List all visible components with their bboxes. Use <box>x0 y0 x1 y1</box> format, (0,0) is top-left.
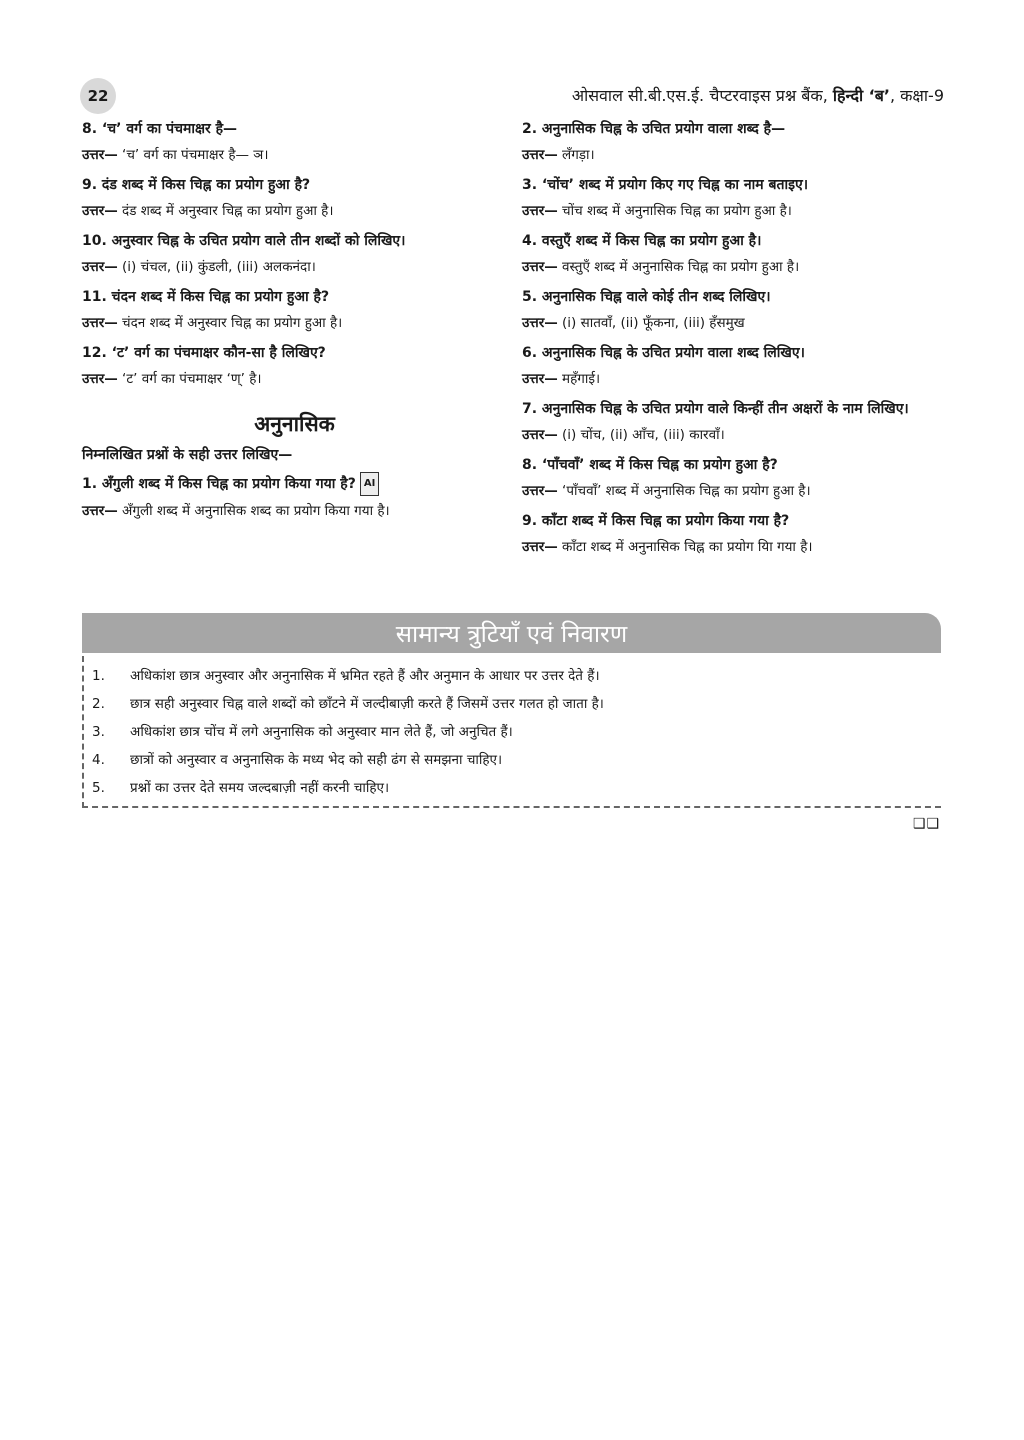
answer-label: उत्तर— <box>522 315 558 331</box>
ai-badge-icon: AI <box>360 472 379 496</box>
question: 8. ‘पाँचवाँ’ शब्द में किस चिह्न का प्रयोग हुआ है? <box>522 457 778 473</box>
end-mark-icon: ❑❑ <box>912 816 940 832</box>
item-number: 1. <box>92 668 105 684</box>
question: 7. अनुनासिक चिह्न के उचित प्रयोग वाले किन्हीं तीन अक्षरों के नाम लिखिए। <box>522 401 909 417</box>
answer <box>522 312 942 334</box>
item-text: अधिकांश छात्र अनुस्वार और अनुनासिक में भ्रमित रहते हैं और अनुमान के आधार पर उत्तर देते हैं। <box>130 668 600 684</box>
left-column <box>82 118 507 530</box>
list-item <box>84 718 941 746</box>
question: 5. अनुनासिक चिह्न वाले कोई तीन शब्द लिखिए। <box>522 289 771 305</box>
item-number: 3. <box>92 724 105 740</box>
answer-label: उत्तर— <box>522 259 558 275</box>
question: 11. चंदन शब्द में किस चिह्न का प्रयोग हुआ है? <box>82 289 330 305</box>
answer <box>82 256 507 278</box>
item-number: 2. <box>92 696 105 712</box>
question: 9. काँटा शब्द में किस चिह्न का प्रयोग किया गया है? <box>522 513 790 529</box>
qa-item <box>82 174 507 222</box>
answer-label: उत्तर— <box>82 315 118 331</box>
answer-label: उत्तर— <box>522 203 558 219</box>
answer-text: (i) चोंच, (ii) आँच, (iii) कारवाँ। <box>557 427 725 443</box>
qa-item <box>522 342 942 390</box>
question: 6. अनुनासिक चिह्न के उचित प्रयोग वाला शब्द लिखिए। <box>522 345 805 361</box>
answer <box>82 200 507 222</box>
question: 12. ‘ट’ वर्ग का पंचमाक्षर कौन-सा है लिखिए? <box>82 345 326 361</box>
list-item <box>84 774 941 802</box>
answer-text: ‘ट’ वर्ग का पंचमाक्षर ‘ण्’ है। <box>117 371 262 387</box>
qa-item <box>522 454 942 502</box>
qa-item <box>82 472 507 522</box>
question-text: 1. अँगुली शब्द में किस चिह्न का प्रयोग किया गया है? <box>82 476 356 492</box>
answer-text: वस्तुएँ शब्द में अनुनासिक चिह्न का प्रयोग हुआ है। <box>557 259 800 275</box>
list-item <box>84 662 941 690</box>
answer-text: (i) चंचल, (ii) कुंडली, (iii) अलकनंदा। <box>117 259 316 275</box>
answer <box>522 368 942 390</box>
header-suffix: , कक्षा-9 <box>889 86 944 105</box>
qa-item <box>522 174 942 222</box>
section-title: अनुनासिक <box>254 412 335 436</box>
qa-item <box>522 510 942 558</box>
question: 9. दंड शब्द में किस चिह्न का प्रयोग हुआ है? <box>82 177 311 193</box>
answer-label: उत्तर— <box>82 503 118 519</box>
qa-item <box>522 286 942 334</box>
running-header <box>572 84 944 106</box>
answer-label: उत्तर— <box>82 259 118 275</box>
errors-banner <box>82 613 941 653</box>
list-item <box>84 746 941 774</box>
answer-label: उत्तर— <box>522 539 558 555</box>
item-number: 4. <box>92 752 105 768</box>
answer-text: काँटा शब्द में अनुनासिक चिह्न का प्रयोग यिा गया है। <box>557 539 813 555</box>
header-subject: हिन्दी ‘ब’ <box>832 86 890 105</box>
question: 2. अनुनासिक चिह्न के उचित प्रयोग वाला शब्द है— <box>522 121 786 137</box>
page-number: 22 <box>80 78 116 114</box>
header-prefix: ओसवाल सी.बी.एस.ई. चैप्टरवाइस प्रश्न बैंक, <box>571 86 833 105</box>
list-item <box>84 690 941 718</box>
answer-label: उत्तर— <box>82 147 118 163</box>
qa-item <box>82 230 507 278</box>
banner-title: सामान्य त्रुटियाँ एवं निवारण <box>395 619 628 648</box>
question: 10. अनुस्वार चिह्न के उचित प्रयोग वाले तीन शब्दों को लिखिए। <box>82 233 406 249</box>
answer <box>522 200 942 222</box>
question: 3. ‘चोंच’ शब्द में प्रयोग किए गए चिह्न का नाम बताइए। <box>522 177 809 193</box>
qa-item <box>522 398 942 446</box>
answer <box>82 312 507 334</box>
instruction: निम्नलिखित प्रश्नों के सही उत्तर लिखिए— <box>82 447 293 463</box>
qa-item <box>82 342 507 390</box>
right-column <box>522 118 942 566</box>
question: 4. वस्तुएँ शब्द में किस चिह्न का प्रयोग हुआ है। <box>522 233 762 249</box>
item-text: छात्रों को अनुस्वार व अनुनासिक के मध्य भेद को सही ढंग से समझना चाहिए। <box>130 752 503 768</box>
answer <box>522 256 942 278</box>
answer-text: चंदन शब्द में अनुस्वार चिह्न का प्रयोग हुआ है। <box>117 315 343 331</box>
qa-item <box>82 286 507 334</box>
answer <box>82 368 507 390</box>
qa-item <box>82 118 507 166</box>
answer <box>82 500 507 522</box>
answer-text: ‘च’ वर्ग का पंचमाक्षर है— ञ। <box>117 147 269 163</box>
item-text: अधिकांश छात्र चोंच में लगे अनुनासिक को अनुस्वार मान लेते हैं, जो अनुचित हैं। <box>130 724 513 740</box>
answer <box>82 144 507 166</box>
question: 8. ‘च’ वर्ग का पंचमाक्षर है— <box>82 121 238 137</box>
answer-label: उत्तर— <box>522 147 558 163</box>
answer-text: चोंच शब्द में अनुनासिक चिह्न का प्रयोग हुआ है। <box>557 203 792 219</box>
question <box>82 472 507 496</box>
answer-text: ‘पाँचवाँ’ शब्द में अनुनासिक चिह्न का प्रयोग हुआ है। <box>557 483 811 499</box>
answer-label: उत्तर— <box>82 203 118 219</box>
answer-text: अँगुली शब्द में अनुनासिक शब्द का प्रयोग किया गया है। <box>117 503 390 519</box>
answer-label: उत्तर— <box>522 483 558 499</box>
answer-text: दंड शब्द में अनुस्वार चिह्न का प्रयोग हुआ है। <box>117 203 334 219</box>
item-text: छात्र सही अनुस्वार चिह्न वाले शब्दों को छाँटने में जल्दीबाज़ी करते हैं जिसमें उत्तर गलत हो जाता है। <box>130 696 604 712</box>
answer <box>522 536 942 558</box>
answer-label: उत्तर— <box>522 371 558 387</box>
answer <box>522 480 942 502</box>
answer <box>522 424 942 446</box>
answer-text: लँगड़ा। <box>557 147 595 163</box>
item-number: 5. <box>92 780 105 796</box>
qa-item <box>522 230 942 278</box>
answer <box>522 144 942 166</box>
errors-list <box>82 656 941 808</box>
answer-label: उत्तर— <box>82 371 118 387</box>
qa-item <box>522 118 942 166</box>
answer-label: उत्तर— <box>522 427 558 443</box>
answer-text: (i) सातवाँ, (ii) फूँकना, (iii) हँसमुख <box>557 315 745 331</box>
answer-text: महँगाई। <box>557 371 601 387</box>
item-text: प्रश्नों का उत्तर देते समय जल्दबाज़ी नहीं करनी चाहिए। <box>130 780 390 796</box>
